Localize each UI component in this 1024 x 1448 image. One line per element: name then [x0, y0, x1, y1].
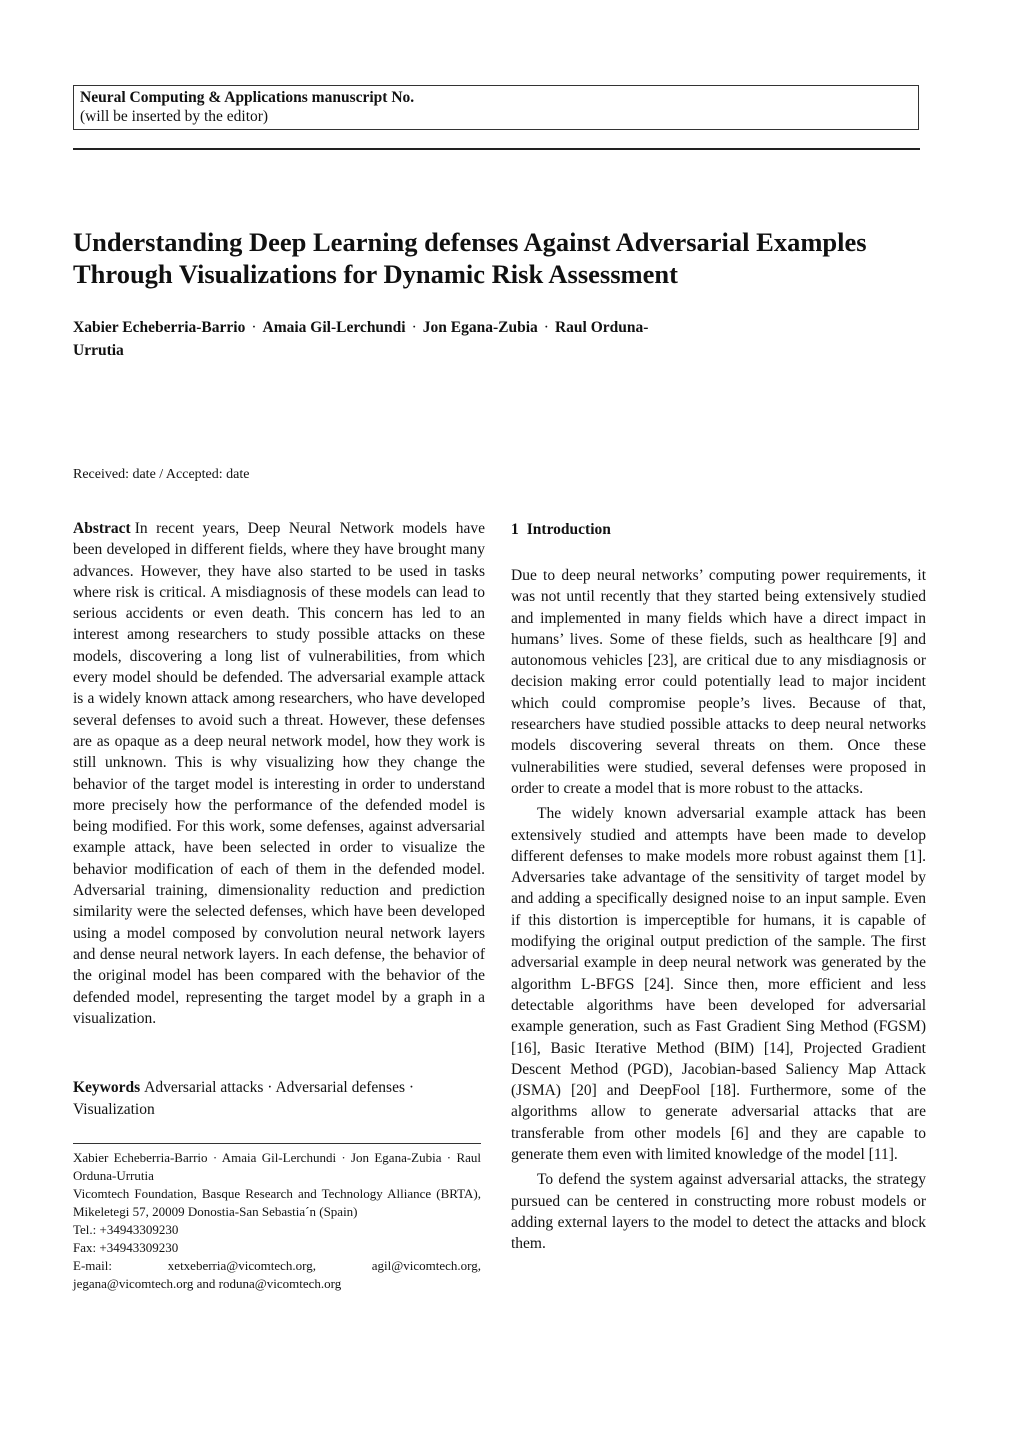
abstract-text: In recent years, Deep Neural Network models have been developed in different fields, where they have brought many advances. However, they have also started to be used in tasks where risk is critical. A misdiagnosis of these models can lead to serious accidents or even death. This concern has led to an interest among researchers to study possible attacks on these models, discovering a long list of vulnerabilities, from which every model should be defended. The adversarial example attack is a widely known attack among researchers, who have developed several defenses to avoid such a threat. However, these defenses are as opaque as a deep neural network model, how they work is still unknown. This is why visualizing how they change the behavior of the target model is interesting in order to understand more precisely how the performance of the defended model is being modified. For this work, some defenses, against adversarial example attack, have been selected in order to visualize the behavior modification of each of them in the defended model. Adversarial training, dimensionality reduction and prediction similarity were the selected defenses, which have been developed using a model composed by convolution neural network layers and dense neural network layers. In each defense, the behavior of the original model has been compared with the behavior of the defended model, representing the target model by a graph in a visualization.	[73, 520, 485, 1027]
author-separator: ·	[543, 319, 549, 336]
introduction-section	[511, 518, 926, 1255]
footnote-tel: Tel.: +34943309230	[73, 1222, 179, 1237]
received-date: Received: date / Accepted: date	[73, 467, 250, 482]
intro-paragraph: The widely known adversarial example attack has been extensively studied and attempts have been made to develop different defenses to make models more robust against them [1]. Adversaries take advantage of the sensitivity of target model by and adding a specifically designed noise to an input sample. Even if this distortion is imperceptible for humans, it is capable of modifying the original output prediction of the sample. The first adversarial example in deep neural network was generated by the algorithm L-BFGS [24]. Since then, more efficient and less detectable algorithms have been developed for adversarial example generation, such as Fast Gradient Sing Method (FGSM) [16], Basic Iterative Method (BIM) [14], Projected Gradient Descent Method (PGD), Jacobian-based Saliency Map Attack (JSMA) [20] and DeepFool [18]. Furthermore, some of the algorithms allow to generate adversarial attacks that are transferable from other models [6] and they are capable to generate them even with limited knowledge of the model [11].	[511, 805, 926, 1164]
paper-title: Understanding Deep Learning defenses Against Adversarial Examples Through Visualizations for Dynamic Risk Assessment	[73, 227, 867, 289]
section-heading	[511, 518, 926, 542]
author-name: Raul Orduna-Urrutia	[73, 319, 649, 359]
section-number: 1	[511, 521, 519, 538]
editor-note: (will be inserted by the editor)	[80, 108, 269, 125]
keywords-label: Keywords	[73, 1079, 141, 1096]
author-footnote	[73, 1149, 481, 1293]
journal-header-box	[73, 85, 919, 130]
header-rule	[73, 148, 920, 150]
footnote-email: E-mail: xetxeberria@vicomtech.org, agil@vicomtech.org, jegana@vicomtech.org and roduna@vicomtech.org	[73, 1258, 481, 1291]
author-separator: ·	[411, 319, 417, 336]
author-name: Jon Egana-Zubia	[422, 319, 538, 336]
footnote-rule	[73, 1143, 481, 1144]
intro-paragraph: To defend the system against adversarial attacks, the strategy pursued can be centered in constructing more robust models or adding external layers to the model to detect the attacks and block them.	[511, 1171, 926, 1253]
author-name: Amaia Gil-Lerchundi	[262, 319, 406, 336]
section-title: Introduction	[526, 521, 611, 538]
footnote-authors: Xabier Echeberria-Barrio · Amaia Gil-Lerchundi · Jon Egana-Zubia · Raul Orduna-Urrutia	[73, 1150, 481, 1183]
keywords	[73, 1077, 485, 1121]
author-separator: ·	[251, 319, 257, 336]
footnote-fax: Fax: +34943309230	[73, 1240, 179, 1255]
author-list	[73, 316, 673, 362]
author-name: Xabier Echeberria-Barrio	[73, 319, 246, 336]
journal-name: Neural Computing & Applications manuscript No.	[80, 89, 415, 106]
footnote-affiliation: Vicomtech Foundation, Basque Research and Technology Alliance (BRTA), Mikeletegi 57, 20009 Donostia-San Sebastia´n (Spain)	[73, 1186, 481, 1219]
keywords-text: Adversarial attacks · Adversarial defenses · Visualization	[73, 1079, 415, 1118]
abstract-label: Abstract	[73, 520, 131, 537]
abstract	[73, 518, 485, 1029]
intro-paragraph: Due to deep neural networks’ computing power requirements, it was not until recently that they started being extensively studied and implemented in many fields which have a direct impact in humans’ lives. Some of these fields, such as healthcare [9] and autonomous vehicles [23], are critical due to any misdiagnosis or decision making error could potentially lead to major incident which could compromise people’s lives. Because of that, researchers have studied possible attacks to deep neural networks models discovering several threats on them. Once these vulnerabilities were studied, several defenses were proposed in order to create a model that is more robust to the attacks.	[511, 567, 926, 797]
